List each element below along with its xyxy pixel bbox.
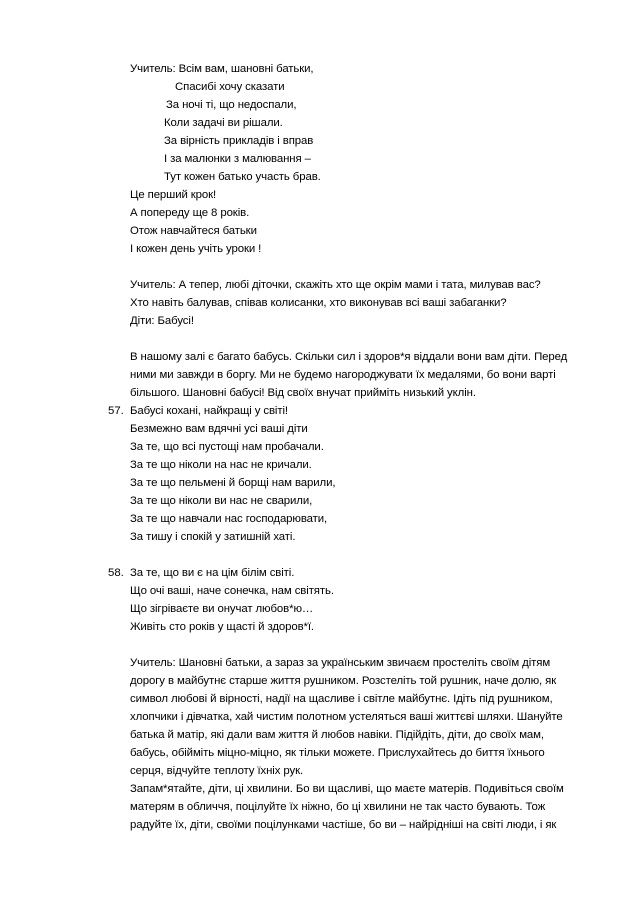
verse-line: За те що ніколи ви нас не сварили, <box>130 495 313 507</box>
verse-line: І за малюнки з малювання – <box>164 153 311 165</box>
paragraph-line: бабусь, обійміть міцно-міцно, як тільки можете. Прислухайтесь до биття їхнього <box>130 747 545 759</box>
paragraph-line: батька й матір, які дали вам життя й любов навіки. Підійдіть, діти, до своїх мам, <box>130 729 544 741</box>
verse-line: І кожен день учіть уроки ! <box>130 243 262 255</box>
verse-line: За вірність прикладів і вправ <box>164 135 314 147</box>
paragraph-line: більшого. Шановні бабусі! Від своїх внучат прийміть низький уклін. <box>130 387 476 399</box>
paragraph-line: ними ми завжди в боргу. Ми не будемо нагороджувати їх медалями, бо вони варті <box>130 369 556 381</box>
dialogue-line: Хто навіть балував, співав колисанки, хто виконував всі ваші забаганки? <box>130 297 507 309</box>
verse-line: За те що ніколи на нас не кричали. <box>130 459 312 471</box>
verse-line: Спасибі хочу сказати <box>175 81 285 93</box>
verse-line: За те, що ви є на цім білім світі. <box>130 567 295 579</box>
paragraph-line: дорогу в майбутнє старше життя рушником. Розстеліть той рушник, наче долю, як <box>130 675 557 687</box>
paragraph-line: серця, відчуйте теплоту їхніх рук. <box>130 765 304 777</box>
paragraph-line: радуйте їх, діти, своїми поцілунками частіше, бо ви – найрідніші на світі люди, і як <box>130 819 557 831</box>
paragraph-line: Учитель: Шановні батьки, а зараз за українським звичаєм простеліть своїм дітям <box>130 657 551 669</box>
verse-line: За те, що всі пустощі нам пробачали. <box>130 441 324 453</box>
verse-line: Коли задачі ви рішали. <box>164 117 283 129</box>
verse-line: Учитель: Всім вам, шановні батьки, <box>130 63 314 75</box>
verse-line: Безмежно вам вдячні усі ваші діти <box>130 423 308 435</box>
verse-line: Отож навчайтеся батьки <box>130 225 257 237</box>
paragraph-line: матерям в обличчя, поцілуйте їх ніжно, бо ці хвилини не так часто бувають. Тож <box>130 801 546 813</box>
paragraph-line: В нашому залі є багато бабусь. Скільки сил і здоров*я віддали вони вам діти. Перед <box>130 351 568 363</box>
dialogue-line: Діти: Бабусі! <box>130 315 194 327</box>
verse-line: За те що пельмені й борщі нам варили, <box>130 477 336 489</box>
verse-line: Тут кожен батько участь брав. <box>164 171 321 183</box>
list-number: 58. <box>108 567 124 579</box>
verse-line: За ночі ті, що недоспали, <box>166 99 297 111</box>
dialogue-line: Учитель: А тепер, любі діточки, скажіть хто ще окрім мами і тата, милував вас? <box>130 279 541 291</box>
list-number: 57. <box>108 405 124 417</box>
verse-line: За те що навчали нас господарювати, <box>130 513 328 525</box>
verse-line: Живіть сто років у щасті й здоров*ї. <box>130 621 315 633</box>
paragraph-line: Запам*ятайте, діти, ці хвилини. Бо ви щасливі, що маєте матерів. Подивіться своїм <box>130 783 564 795</box>
verse-line: Бабусі кохані, найкращі у світі! <box>130 405 288 417</box>
paragraph-line: символ любові й вірності, надії на щасливе і світле майбутнє. Ідіть під рушником, <box>130 693 553 705</box>
verse-line: Що зігріваєте ви онучат любов*ю… <box>130 603 314 615</box>
verse-line: Що очі ваші, наче сонечка, нам світять. <box>130 585 334 597</box>
verse-line: За тишу і спокій у затишній хаті. <box>130 531 296 543</box>
verse-line: А попереду ще 8 років. <box>130 207 250 219</box>
verse-line: Це перший крок! <box>130 189 217 201</box>
paragraph-line: хлопчики і дівчатка, хай чистим полотном устеляться ваші життєві шляхи. Шануйте <box>130 711 563 723</box>
